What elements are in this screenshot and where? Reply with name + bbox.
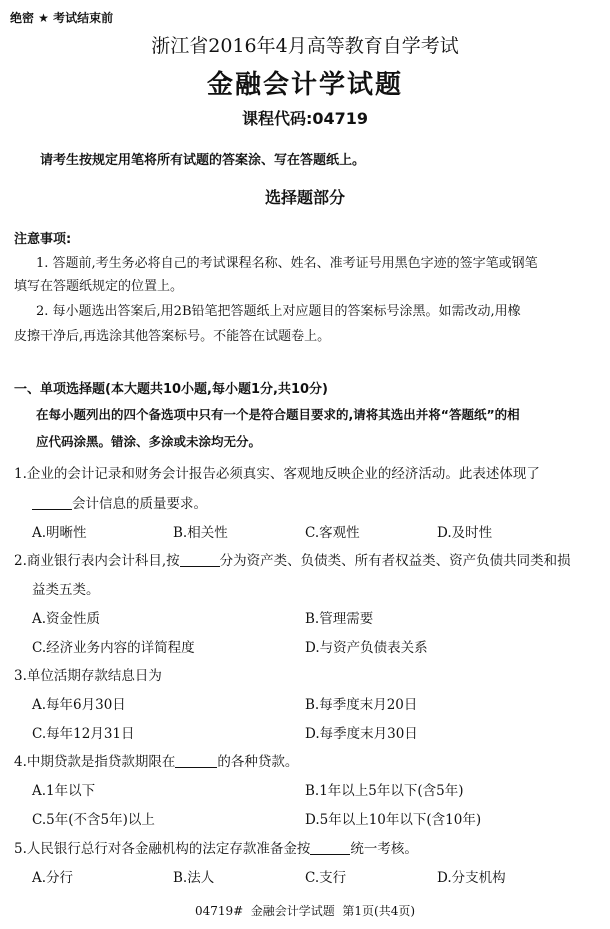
question-2-stem-cont: 益类五类。 [32, 582, 100, 598]
question-1-option-b: B.相关性 [173, 525, 228, 541]
question-4-stem: 4.中期贷款是指贷款期限在 的各种贷款。 [14, 754, 299, 770]
question-4-option-b: B.1年以上5年以下(含5年) [305, 783, 464, 799]
course-code: 课程代码:04719 [241, 109, 369, 128]
note-item-1-line-2: 填写在答题纸规定的位置上。 [14, 279, 184, 294]
notes-heading: 注意事项: [14, 232, 72, 247]
answer-blank [175, 755, 217, 768]
part1-desc-line-2: 应代码涂黑。错涂、多涂或未涂均无分。 [36, 434, 262, 449]
subject-title: 金融会计学试题 [206, 70, 403, 100]
part1-desc-line-1: 在每小题列出的四个备选项中只有一个是符合题目要求的,请将其选出并将“答题纸”的相 [36, 407, 520, 422]
question-5-option-c: C.支行 [305, 870, 347, 886]
note-item-2-line-2: 皮擦干净后,再选涂其他答案标号。不能答在试题卷上。 [14, 329, 331, 344]
question-2-option-d: D.与资产负债表关系 [305, 640, 428, 656]
question-3-option-d: D.每季度末月30日 [305, 726, 418, 742]
part1-heading: 一、单项选择题(本大题共10小题,每小题1分,共10分) [14, 382, 328, 397]
question-1-stem: 1.企业的会计记录和财务会计报告必须真实、客观地反映企业的经济活动。此表述体现了 [14, 466, 540, 482]
question-2-option-b: B.管理需要 [305, 611, 374, 627]
answer-instruction: 请考生按规定用笔将所有试题的答案涂、写在答题纸上。 [40, 153, 366, 168]
question-3-option-a: A.每年6月30日 [32, 697, 126, 713]
question-5-option-b: B.法人 [173, 870, 215, 886]
answer-blank [180, 554, 220, 567]
question-2-option-a: A.资金性质 [32, 611, 101, 627]
question-5-stem: 5.人民银行总行对各金融机构的法定存款准备金按 统一考核。 [14, 841, 418, 857]
question-2-option-c: C.经济业务内容的详简程度 [32, 640, 195, 656]
note-item-1-line-1: 1. 答题前,考生务必将自己的考试课程名称、姓名、准考证号用黑色字迹的签字笔或钢笔 [36, 256, 538, 271]
page-footer: 04719# 金融会计学试题 第1页(共4页) [194, 904, 416, 918]
question-1-stem-cont: 会计信息的质量要求。 [32, 492, 207, 512]
question-5-option-a: A.分行 [32, 870, 74, 886]
note-item-2-line-1: 2. 每小题选出答案后,用2B铅笔把答题纸上对应题目的答案标号涂黑。如需改动,用橡 [36, 304, 521, 319]
question-3-option-c: C.每年12月31日 [32, 726, 135, 742]
section-heading: 选择题部分 [264, 188, 345, 207]
secret-label: 绝密 ★ 考试结束前 [10, 11, 114, 25]
question-4-option-d: D.5年以上10年以下(含10年) [305, 812, 482, 828]
question-1-option-a: A.明晰性 [32, 525, 87, 541]
exam-title: 浙江省2016年4月高等教育自学考试 [151, 35, 459, 57]
question-4-option-a: A.1年以下 [32, 783, 96, 799]
question-3-option-b: B.每季度末月20日 [305, 697, 418, 713]
question-5-option-d: D.分支机构 [437, 870, 506, 886]
question-1-option-d: D.及时性 [437, 525, 493, 541]
question-2-stem: 2.商业银行表内会计科目,按 分为资产类、负债类、所有者权益类、资产负债共同类和损 [14, 553, 571, 569]
question-3-stem: 3.单位活期存款结息日为 [14, 668, 162, 684]
answer-blank [32, 497, 72, 510]
question-1-option-c: C.客观性 [305, 525, 360, 541]
answer-blank [310, 842, 350, 855]
question-4-option-c: C.5年(不含5年)以上 [32, 812, 155, 828]
